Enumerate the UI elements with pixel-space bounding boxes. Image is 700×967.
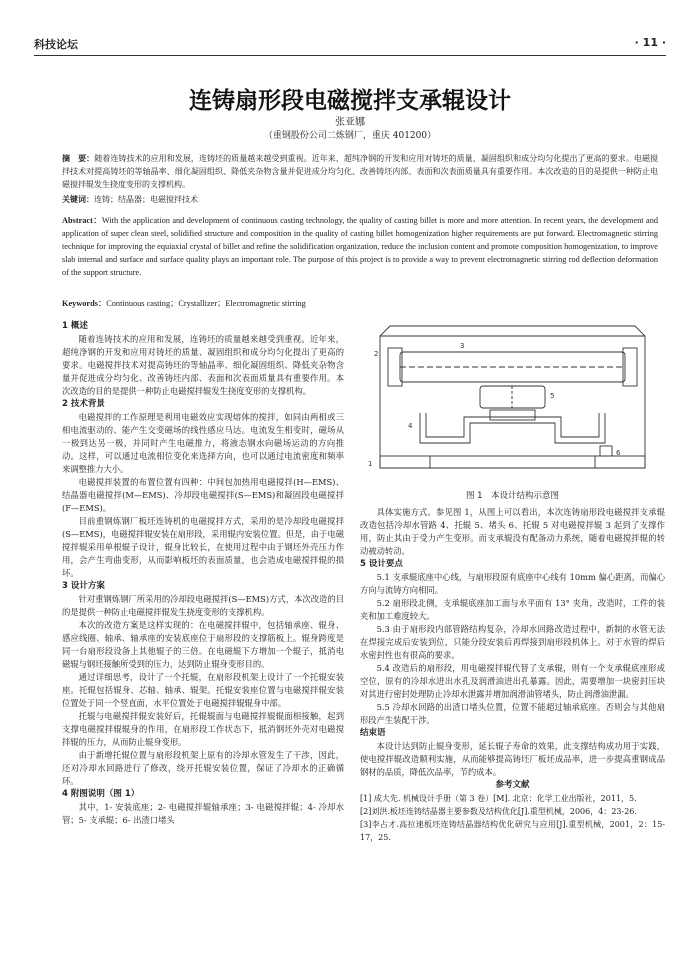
paragraph: 电磁搅拌的工作原理是利用电磁效应实现熔体的搅拌，如同由两相或三相电流驱动的、能产生交变磁场的线性感应马达。电流发生相变时，磁场从一极到达另一极，并同时产生电磁推力，将液态钢水向磁场运动的方向推动。这样，可以通过电流相位变化来选择方向，也可以通过电流密度和频率来调整推力大小。 [62,412,344,474]
abstract-en [62,214,658,279]
abstract-en-label: Abstract： [62,216,102,225]
section-heading: 1 概述 [62,321,88,331]
paper-title: 连铸扇形段电磁搅拌支承辊设计 [189,88,511,114]
svg-text:1: 1 [368,460,373,468]
paragraph: 电磁搅拌装置的布置位置有四种：中间包加热用电磁搅拌(H—EMS)、结晶器电磁搅拌(M—EMS)、冷却段电磁搅拌(S—EMS)和凝固段电磁搅拌(F—EMS)。 [62,477,344,513]
abstract-cn-text: 随着连铸技术的应用和发展，连铸坯的质量越来越受到重视。近年来，超纯净钢的开发和应用对铸坯的质量、凝固组织和成分均匀化提出了更高的要求。电磁搅拌技术对提高铸坯的等轴晶率、细化凝固组织、降低夹杂物含量并促进成分均匀化、改善铸坯内部、表面和次表面质量具有重要作用。本次改造的目的是提供一种防止电磁搅拌辊发生挠度变形的支撑机构。 [62,154,658,189]
keywords-cn-text: 连铸；结晶器；电磁搅拌技术 [94,195,198,204]
keywords-cn [62,193,658,206]
paragraph: 5.2 扇形段北侧，支承辊底座加工面与水平面有 13° 夹角，改造时，工件的装夹和加工难度较大。 [360,598,665,621]
reference-item: [1] 成大先. 机械设计手册（第 3 卷）[M]. 北京：化学工业出版社，2011，5. [360,794,637,803]
reference-item: [3]李占才.高拉速板坯连铸结晶器结构优化研究与应用[J].重型机械，2001，2：15-17，25. [360,820,665,842]
structure-diagram-svg [360,318,665,483]
paragraph: 针对重钢炼钢厂所采用的冷却段电磁搅拌(S—EMS)方式，本次改造的目的是提供一种防止电磁搅拌辊发生挠度变形的支撑机构。 [62,594,344,617]
journal-name: 科技论坛 [34,38,78,51]
section-heading: 5 设计要点 [360,559,403,569]
support-roll [480,386,545,408]
slag-plug [600,446,612,456]
author: 张亚娜 [335,117,365,128]
section-heading: 2 技术背景 [62,399,105,409]
keywords-en-label: Keywords： [62,299,107,308]
paragraph: 5.5 冷却水回路的出渣口堵头位置，位置不能超过轴承底座。否则会与其他扇形段产生装配干涉。 [360,702,665,725]
paragraph: 随着连铸技术的应用和发展，连铸坯的质量越来越受到重视。近年来，超纯净钢的开发和应用对铸坯的质量、凝固组织和成分均匀化提出了更高的要求。电磁搅拌技术对提高铸坯的等轴晶率、细化凝固组织、降低夹杂物含量并促进成分均匀化、改善铸坯内部、表面和次表面质量具有重要作用。本次改造的目的是提供一种防止电磁搅拌辊发生挠度变形的支撑机构。 [62,334,344,396]
svg-text:6: 6 [616,449,621,457]
section-heading: 3 设计方案 [62,581,105,591]
section-heading: 4 附图说明（图 1） [62,789,140,799]
keywords-cn-label: 关键词： [62,194,94,204]
paragraph: 5.1 支承辊底座中心线，与扇形段原有底座中心线有 10mm 偏心距离，而偏心方向与流铸方向相同。 [360,572,665,595]
paragraph: 本设计达到防止辊身变形，延长辊子寿命的效果，此支撑结构成功用于实践，使电搅拌辊改造顺利实施，从而能够提高铸坯厂板坯成品率，进一步提高重钢成品钢材的品质，降低次品率，节约成本。 [360,741,665,777]
cooling-pipe [420,413,605,443]
svg-text:5: 5 [550,392,555,400]
paragraph: 本次的改造方案是这样实现的：在电磁搅拌辊中，包括轴承座、辊身、感应线圈、轴承、轴承座的安装底座位于扇形段的支撑筋板上。辊身跨度是同一台扇形段设备上其他辊子的三倍。在电磁辊下方增加一个辊子，抵消电磁辊与钢坯接触所受到的压力，达到防止辊身变形目的。 [62,620,344,669]
paragraph: 5.3 由于扇形段内部管路结构复杂，冷却水回路改造过程中，新制的水管无法在焊接完成后安装到位，只能分段安装后再焊接到扇形段机体上。对于水管的焊后水密封性也有很高的要求。 [360,624,665,660]
svg-text:4: 4 [408,422,413,430]
paragraph: 5.4 改造后的扇形段，用电磁搅拌辊代替了支承辊，则有一个支承辊底座形成空位，原有的冷却水进出水孔及润滑油进出孔暴露。因此，需要增加一块密封压块对其进行密封处理防止冷却水泄露并增加润滑油管堵头，防止润滑油泄漏。 [360,663,665,699]
figure-caption: 图 1 本设计结构示意图 [465,491,560,501]
paragraph: 通过详细思考，设计了一个托辊，在扇形段机架上设计了一个托辊安装座。托辊包括辊身、芯轴、轴承、辊架。托辊安装座位置与电磁搅拌辊安装位置处于同一个竖直面，水平位置处于电磁搅拌辊辊身中部。 [62,672,344,708]
section-heading: 结束语 [360,728,386,738]
left-column [62,320,344,827]
mounting-base [380,456,645,468]
abstract-cn [62,152,658,191]
abstract-en-text: With the application and development of continuous casting technology, the quality of casting billet is more and more attention. In recent years, the development and application of super clean steel, solidified structure and composition in the quality of casting billet homogenization higher requirements are put forward. Electromagnetic stirring technique for improving the equiaxial crystal of billet and refine the solidification organization, reduce the inclusion content and promote composition homogenization, to improve slab internal and surface and surface quality plays an important role. The purpose of this project is to provide a way to prevent electromagnetic stirring rod deflection deformation of the support structure. [62,216,658,277]
reference-item: [2]刘洪.板坯连铸结晶器主要参数及结构优化[J].重型机械，2006，4：23-26. [360,807,637,816]
paragraph: 托辊与电磁搅拌辊安装好后，托辊辊面与电磁搅拌辊辊面相接触，起到支撑电磁搅拌辊辊身的作用，在扇形段工作状态下，抵消钢坯外壳对电磁搅拌辊的压力，从而防止辊身变形。 [62,711,344,747]
paragraph: 由于新增托辊位置与扇形段机架上原有的冷却水管发生了干涉，因此，还对冷却水回路进行了修改，绕开托辊安装位置，保证了冷却水的正确循环。 [62,750,344,786]
support-seat [490,410,535,420]
frame-outline [380,326,645,468]
section-heading: 参考文献 [495,780,530,790]
figure-structure-diagram [360,318,665,483]
svg-text:2: 2 [374,350,379,358]
paragraph: 目前重钢炼钢厂板坯连铸机的电磁搅拌方式，采用的是冷却段电磁搅拌(S—EMS)，电磁搅拌辊安装在扇形段，采用辊内安装位置。但是，由于电磁搅拌辊采用单根辊子设计，辊身比较长，在使用过程中由于钢坯外壳压力作用，会产生弯曲变形，从而影响板坯的表面质量，也会造成电磁搅拌辊的损坏。 [62,516,344,578]
keywords-en-text: Continuous casting；Crystallizer；Electromagnetic stirring [106,299,306,308]
paragraph: 其中，1- 安装底座；2- 电磁搅拌辊轴承座；3- 电磁搅拌辊；4- 冷却水管；5- 支承辊；6- 出渣口堵头 [62,802,344,825]
page-number: · 11 · [634,36,666,49]
paragraph: 具体实施方式。参见图 1，从图上可以看出，本次连铸扇形段电磁搅拌支承辊改造包括冷却水管路 4、托辊 5、堵头 6、托辊 5 对电磁搅拌辊 3 起到了支撑作用，防止其由于受力产生变形。而支承辊没有配备动力系统，随着电磁搅拌辊的转动被动转动。 [360,507,665,556]
svg-text:3: 3 [460,342,465,350]
header-rule [34,55,666,56]
abstract-cn-label: 摘 要： [62,153,95,163]
affiliation: （重钢股份公司二炼钢厂，重庆 401200） [263,131,437,141]
right-column [360,506,665,844]
keywords-en [62,297,658,310]
